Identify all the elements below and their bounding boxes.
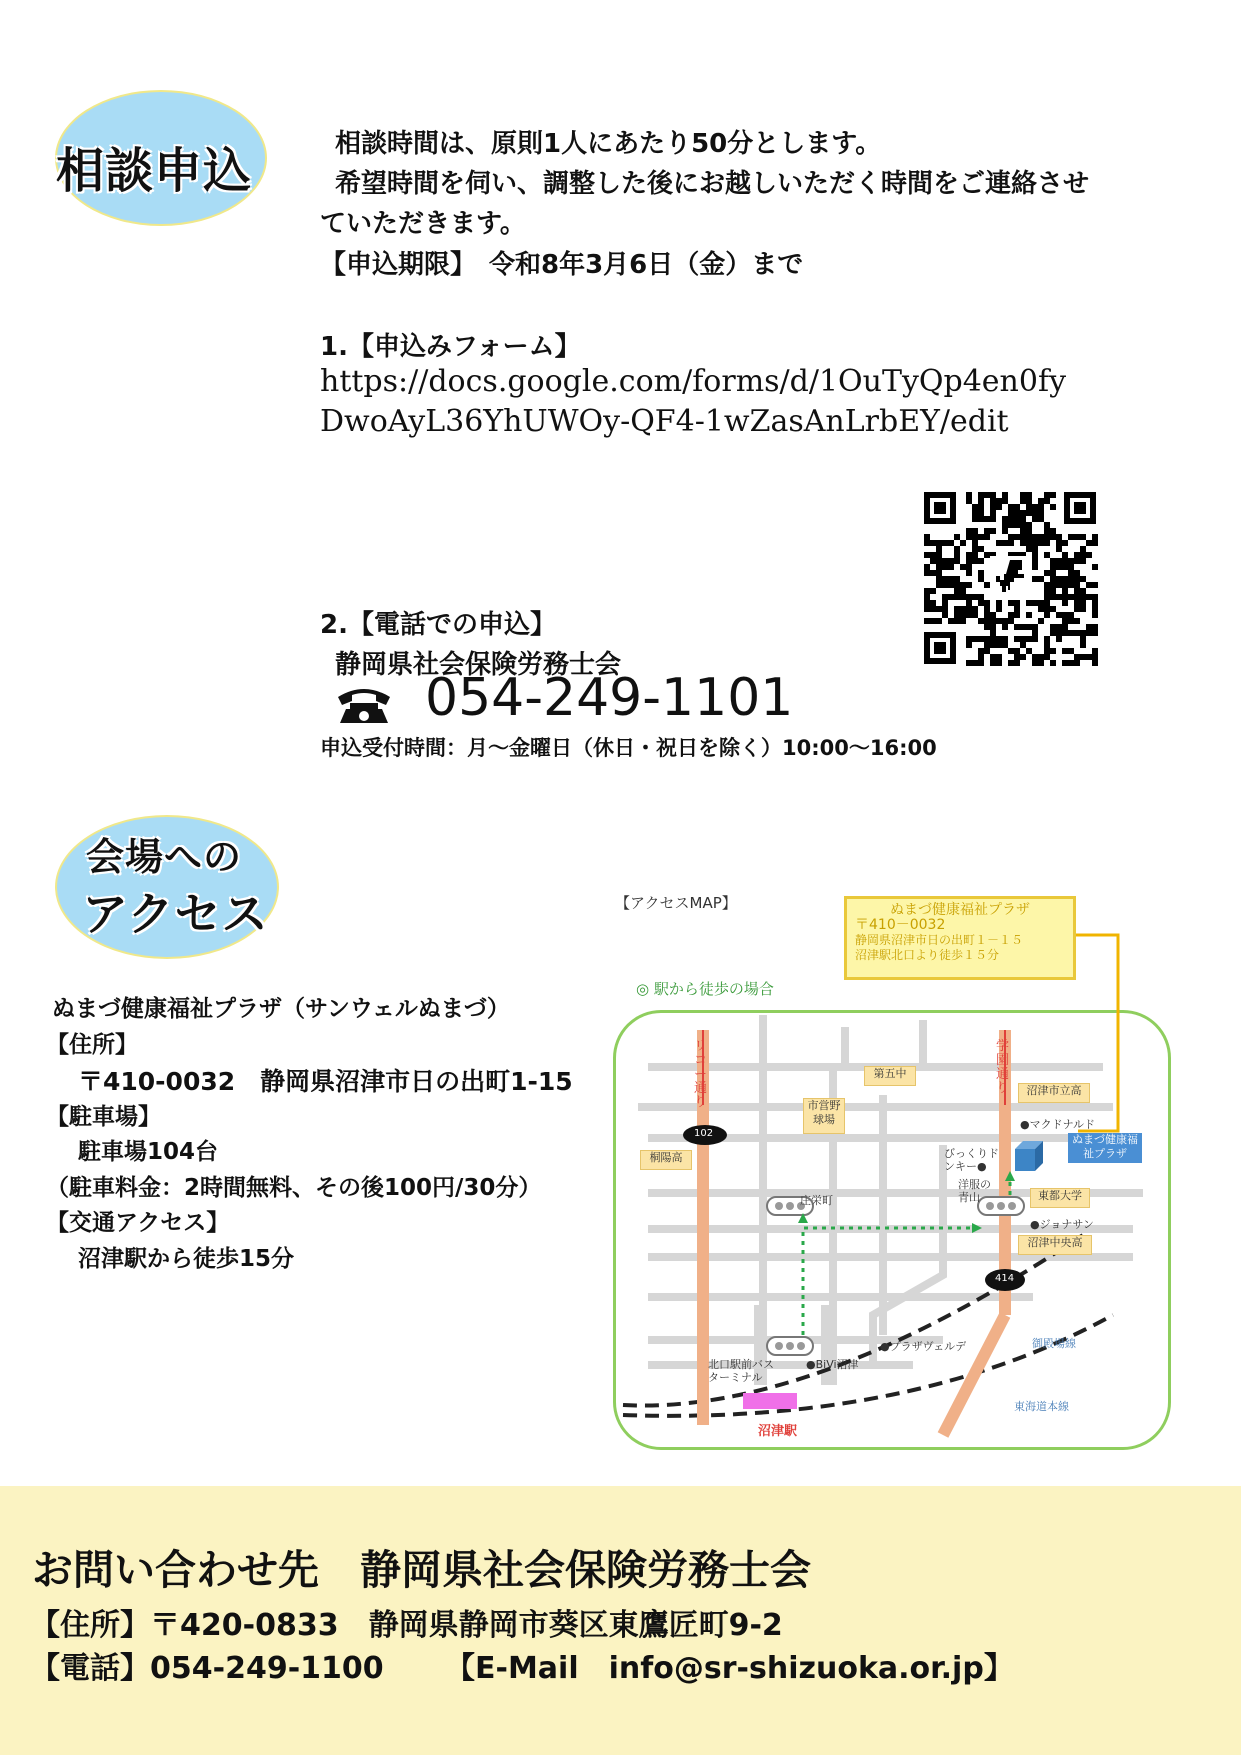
venue-name: ぬまづ健康福祉プラザ（サンウェルぬまづ） <box>52 996 510 1022</box>
phone-org: 静岡県社会保険労務士会 <box>335 650 622 680</box>
road-gakuen: 学園通り <box>996 1039 1010 1096</box>
numazu-station: 沼津駅 <box>758 1424 798 1439</box>
dai5chu: 第五中 <box>864 1066 916 1086</box>
road-ricoh: リコー通り <box>694 1039 708 1110</box>
footer-phone[interactable]: 【電話】054-249-1100 <box>30 1651 384 1686</box>
donki: びっくりドンキー● <box>944 1147 999 1173</box>
telephone-icon <box>334 683 394 725</box>
info-name: ぬまづ健康福祉プラザ <box>890 902 1030 918</box>
address-label: 【住所】 <box>46 1032 138 1058</box>
map-drawing <box>613 895 1183 1455</box>
venue-address: 〒410-0032 静岡県沼津市日の出町1-15 <box>78 1067 573 1096</box>
access-badge-line-2: アクセス <box>82 887 269 941</box>
form-url-line-1[interactable]: https://docs.google.com/forms/d/1OuTyQp4en0fy <box>320 364 1067 399</box>
gotemba-line: 御殿場線 <box>1032 1337 1076 1350</box>
dinosaur-icon <box>990 556 1030 596</box>
access-badge-line-1: 会場への <box>86 835 243 879</box>
parking: 駐車場104台 <box>78 1139 219 1165</box>
phone-hours: 申込受付時間：月～金曜日（休日・祝日を除く）10:00～16:00 <box>320 736 937 760</box>
consult-line-3: ていただきます。 <box>320 209 526 239</box>
form-heading: 1.【申込みフォーム】 <box>320 332 581 362</box>
shoeicho: 庄栄町 <box>800 1194 833 1207</box>
footer-contact: お問い合わせ先 静岡県社会保険労務士会 <box>32 1546 811 1594</box>
plaza-label: ぬまづ健康福祉プラザ <box>1068 1133 1142 1163</box>
numazu-shiritsu: 沼津市立高 <box>1018 1083 1090 1103</box>
tokaido-line: 東海道本線 <box>1014 1400 1069 1413</box>
map-title: 【アクセスMAP】 <box>615 894 737 912</box>
phone-heading: 2.【電話での申込】 <box>320 610 556 640</box>
route-102: 102 <box>694 1128 714 1139</box>
mcdonalds: ●マクドナルド <box>1020 1118 1096 1131</box>
jonathan: ●ジョナサン <box>1030 1218 1094 1231</box>
parking-label: 【駐車場】 <box>46 1104 161 1130</box>
consult-line-2: 希望時間を伺い、調整した後にお越しいただく時間をご連絡させ <box>335 169 1090 199</box>
footer-email[interactable]: 【E-Mail info@sr-shizuoka.or.jp】 <box>445 1651 1014 1686</box>
bus-terminal: 北口駅前バスターミナル <box>708 1358 774 1384</box>
deadline: 【申込期限】 令和8年3月6日（金）まで <box>320 250 804 280</box>
yofuku: 洋服の青山 <box>958 1178 991 1204</box>
transport-label: 【交通アクセス】 <box>46 1210 230 1236</box>
bivi: ●BiVi沼津 <box>806 1358 859 1371</box>
parking-fee: （駐車料金：2時間無料、その後100円/30分） <box>46 1175 542 1201</box>
seiyo-high: 桐陽高 <box>640 1150 692 1170</box>
form-url-line-2[interactable]: DwoAyL36YhUWOy-QF4-1wZasAnLrbEY/edit <box>320 404 1009 439</box>
consult-line-1: 相談時間は、原則1人にあたり50分とします。 <box>335 129 882 159</box>
footer-address: 【住所】〒420-0833 静岡県静岡市葵区東鷹匠町9-2 <box>30 1608 783 1643</box>
consult-badge: 相談申込 <box>56 143 253 199</box>
info-walk: 沼津駅北口より徒歩１５分 <box>855 948 1000 962</box>
phone-number[interactable]: 054-249-1101 <box>425 668 794 728</box>
walk-note: ◎ 駅から徒歩の場合 <box>636 980 774 998</box>
transport: 沼津駅から徒歩15分 <box>78 1246 295 1272</box>
chuo-high: 沼津中央高 <box>1018 1235 1092 1255</box>
route-414: 414 <box>995 1273 1015 1284</box>
info-zip: 〒410－0032 <box>855 917 946 933</box>
qr-code[interactable] <box>922 490 1098 666</box>
shiei-stadium: 市営野球場 <box>803 1098 845 1134</box>
toto-daigaku: 東都大学 <box>1030 1188 1090 1208</box>
info-addr: 静岡県沼津市日の出町１－１５ <box>855 933 1024 947</box>
plaza-verde: ●プラザヴェルデ <box>880 1340 967 1353</box>
